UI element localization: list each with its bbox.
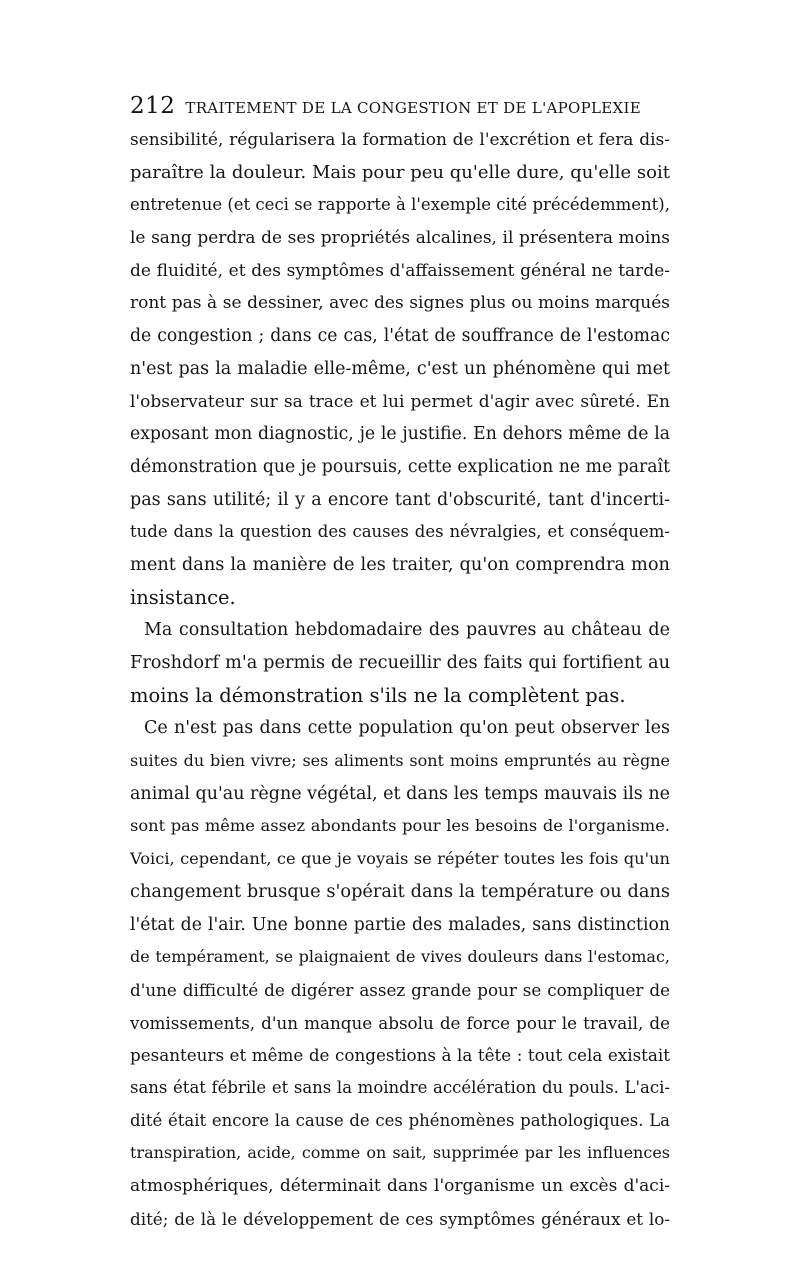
text-line: démonstration que je poursuis, cette explication ne me paraît: [130, 456, 670, 477]
text-line: n'est pas la maladie elle-même, c'est un phénomène qui met: [130, 358, 670, 379]
text-line: animal qu'au règne végétal, et dans les temps mauvais ils ne: [130, 783, 670, 804]
text-line: l'observateur sur sa trace et lui permet d'agir avec sûreté. En: [130, 391, 670, 412]
text-line: moins la démonstration s'ils ne la complètent pas.: [130, 683, 626, 707]
text-line: dité était encore la cause de ces phénomènes pathologiques. La: [130, 1110, 670, 1130]
text-line: atmosphériques, déterminait dans l'organisme un excès d'aci-: [130, 1176, 670, 1196]
text-line: sans état fébrile et sans la moindre accélération du pouls. L'aci-: [130, 1077, 670, 1097]
text-line: suites du bien vivre; ses aliments sont moins empruntés au règne: [130, 751, 670, 771]
text-line: de tempérament, se plaignaient de vives douleurs dans l'estomac,: [130, 947, 670, 967]
text-line: transpiration, acide, comme on sait, supprimée par les influences: [130, 1143, 670, 1163]
text-line: ment dans la manière de les traiter, qu'on comprendra mon: [130, 554, 670, 575]
text-line: le sang perdra de ses propriétés alcalines, il présentera moins: [130, 228, 670, 249]
text-line: dité; de là le développement de ces symptômes généraux et lo-: [130, 1208, 670, 1229]
text-line: Ma consultation hebdomadaire des pauvres au château de: [144, 620, 670, 641]
text-line: paraître la douleur. Mais pour peu qu'elle dure, qu'elle soit: [130, 161, 670, 183]
text-line: sont pas même assez abondants pour les besoins de l'organisme.: [130, 816, 670, 836]
text-line: pesanteurs et même de congestions à la tête : tout cela existait: [130, 1045, 670, 1066]
text-line: exposant mon diagnostic, je le justifie. En dehors même de la: [130, 424, 670, 445]
text-line: changement brusque s'opérait dans la température ou dans: [130, 881, 670, 902]
text-line: ront pas à se dessiner, avec des signes plus ou moins marqués: [130, 293, 670, 314]
body-text: [130, 124, 670, 1235]
text-line: Voici, cependant, ce que je voyais se répéter toutes les fois qu'un: [130, 849, 670, 869]
text-line: tude dans la question des causes des névralgies, et conséquem-: [130, 522, 670, 542]
text-line: insistance.: [130, 585, 236, 609]
page-number: 212: [130, 93, 176, 119]
text-line: Froshdorf m'a permis de recueillir des faits qui fortifient au: [130, 653, 670, 673]
text-line: de congestion ; dans ce cas, l'état de souffrance de l'estomac: [130, 326, 670, 347]
text-line: entretenue (et ceci se rapporte à l'exemple cité précédemment),: [130, 195, 670, 215]
text-line: l'état de l'air. Une bonne partie des malades, sans distinction: [130, 914, 670, 935]
running-title: TRAITEMENT DE LA CONGESTION ET DE L'APOPLEXIE: [185, 99, 641, 117]
text-line: de fluidité, et des symptômes d'affaissement général ne tarde-: [130, 260, 670, 281]
text-line: sensibilité, régularisera la formation de l'excrétion et fera dis-: [130, 130, 670, 150]
text-line: d'une difficulté de digérer assez grande pour se compliquer de: [130, 979, 670, 1000]
text-line: Ce n'est pas dans cette population qu'on peut observer les: [144, 718, 670, 739]
running-header: [130, 92, 670, 120]
text-line: vomissements, d'un manque absolu de force pour le travail, de: [130, 1012, 670, 1033]
text-line: pas sans utilité; il y a encore tant d'obscurité, tant d'incerti-: [130, 489, 670, 510]
